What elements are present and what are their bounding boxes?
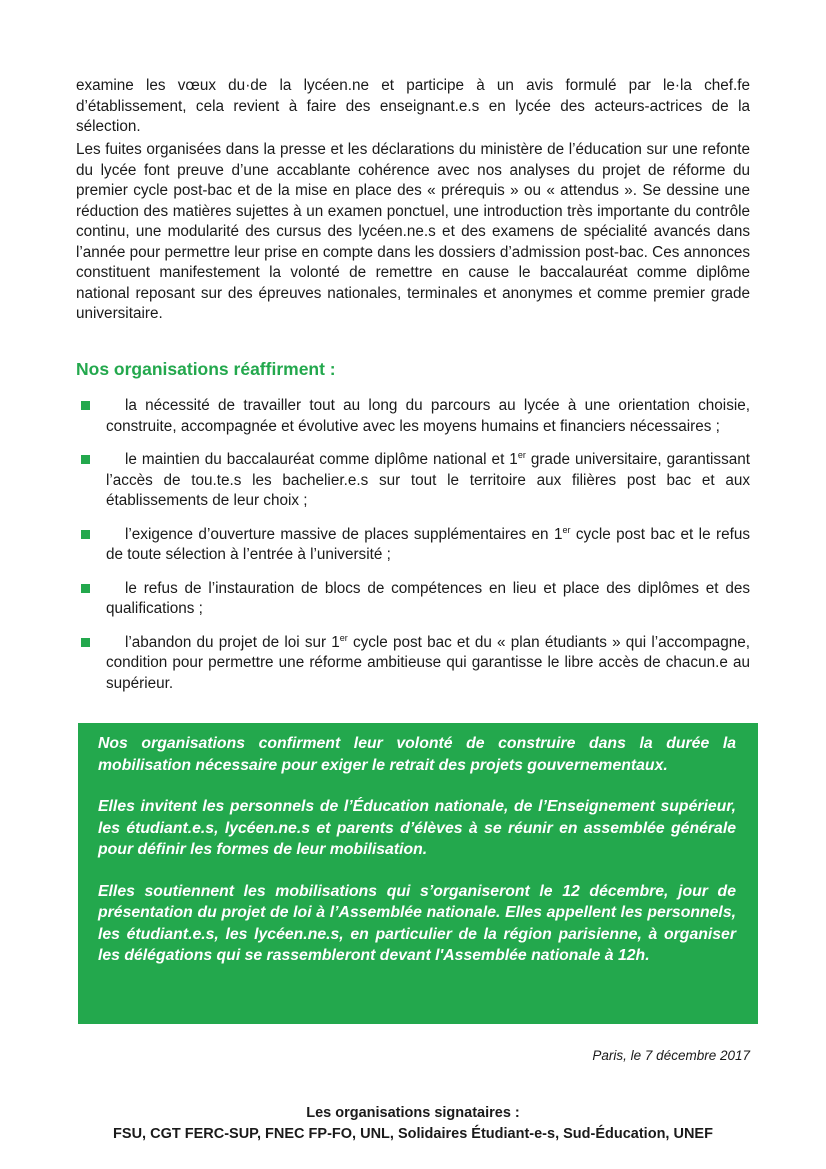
square-bullet-icon: [81, 638, 90, 647]
square-bullet-icon: [81, 530, 90, 539]
list-item-text: cycle post bac et le refus de toute sélection à l’entrée à l’université ;: [106, 525, 750, 563]
list-item-text: l’exigence d’ouverture massive de places supplémentaires en 1: [125, 525, 563, 543]
superscript: er: [339, 632, 348, 643]
superscript: er: [562, 524, 571, 535]
list-item-text: grade universitaire, garantissant l’accès de tou.te.s les bachelier.e.s sur tout le territoire aux filières post bac et aux établissements de leur choix ;: [106, 451, 750, 509]
signatories-block: [0, 1103, 826, 1145]
superscript: er: [517, 450, 526, 460]
body-paragraph: examine les vœux du·de la lycéen.ne et participe à un avis formulé par le·la chef.fe d’établissement, cela revient à faire des enseignant.e.s en lycée des acteurs-actrices de la sélection.: [76, 77, 750, 135]
box-paragraph: Elles soutiennent les mobilisations qui s’organiseront le 12 décembre, jour de présentation du projet de loi à l’Assemblée nationale. Elles appellent les personnels, les étudiant.e.s, les lycéen.ne.s, en particulier de la région parisienne, à organiser les délégations qui se rassembleront devant l'Assemblée nationale à 12h.: [98, 882, 736, 964]
list-item: [76, 579, 750, 620]
list-item: [76, 633, 750, 695]
list-item-text: le refus de l’instauration de blocs de compétences en lieu et place des diplômes et des qualifications ;: [106, 579, 750, 617]
list-item-text: cycle post bac et du « plan étudiants » qui l’accompagne, condition pour permettre une réforme ambitieuse qui garantisse le libre accès de chacun.e au supérieur.: [106, 633, 750, 692]
list-item: [76, 396, 750, 437]
list-item: [76, 450, 750, 512]
date-line: Paris, le 7 décembre 2017: [592, 1048, 750, 1063]
box-paragraph: Nos organisations confirment leur volonté de construire dans la durée la mobilisation nécessaire pour exiger le retrait des projets gouvernementaux.: [98, 735, 736, 774]
list-item-text: l’abandon du projet de loi sur 1: [125, 633, 340, 651]
square-bullet-icon: [81, 401, 90, 410]
section-heading: Nos organisations réaffirment :: [76, 359, 336, 379]
list-item: [76, 525, 750, 566]
signatories-title: Les organisations signataires :: [306, 1105, 520, 1121]
demands-list: [76, 396, 750, 707]
box-paragraph: Elles invitent les personnels de l’Éducation nationale, de l’Enseignement supérieur, les étudiant.e.s, lycéen.ne.s et parents d’élèves à se réunir en assemblée générale pour définir les formes de leur mobilisation.: [98, 798, 736, 858]
signatories-list: FSU, CGT FERC-SUP, FNEC FP-FO, UNL, Solidaires Étudiant-e-s, Sud-Éducation, UNEF: [113, 1126, 713, 1142]
body-paragraph: Les fuites organisées dans la presse et les déclarations du ministère de l’éducation sur une refonte du lycée font preuve d’une accablante cohérence avec nos analyses du projet de réforme du premier cycle post-bac et de la mise en place des « prérequis » ou « attendus ». Se dessine une réduction des matières sujettes à un examen ponctuel, une introduction très importante du contrôle continu, une modularité des cursus des lycéen.ne.s et des examens de spécialité avancés dans l’année pour permettre leur prise en compte dans les dossiers d’admission post-bac. Ces annonces constituent manifestement la volonté de remettre en cause le baccalauréat comme diplôme national reposant sur des épreuves nationales, terminales et anonymes et comme premier grade universitaire.: [76, 141, 750, 322]
square-bullet-icon: [81, 584, 90, 593]
list-item-text: la nécessité de travailler tout au long du parcours au lycée à une orientation choisie, construite, accompagnée et évolutive avec les moyens humains et financiers nécessaires ;: [106, 397, 750, 435]
call-to-action-box: [78, 723, 758, 1024]
list-item-text: le maintien du baccalauréat comme diplôme national et 1: [125, 451, 518, 468]
square-bullet-icon: [81, 455, 90, 464]
